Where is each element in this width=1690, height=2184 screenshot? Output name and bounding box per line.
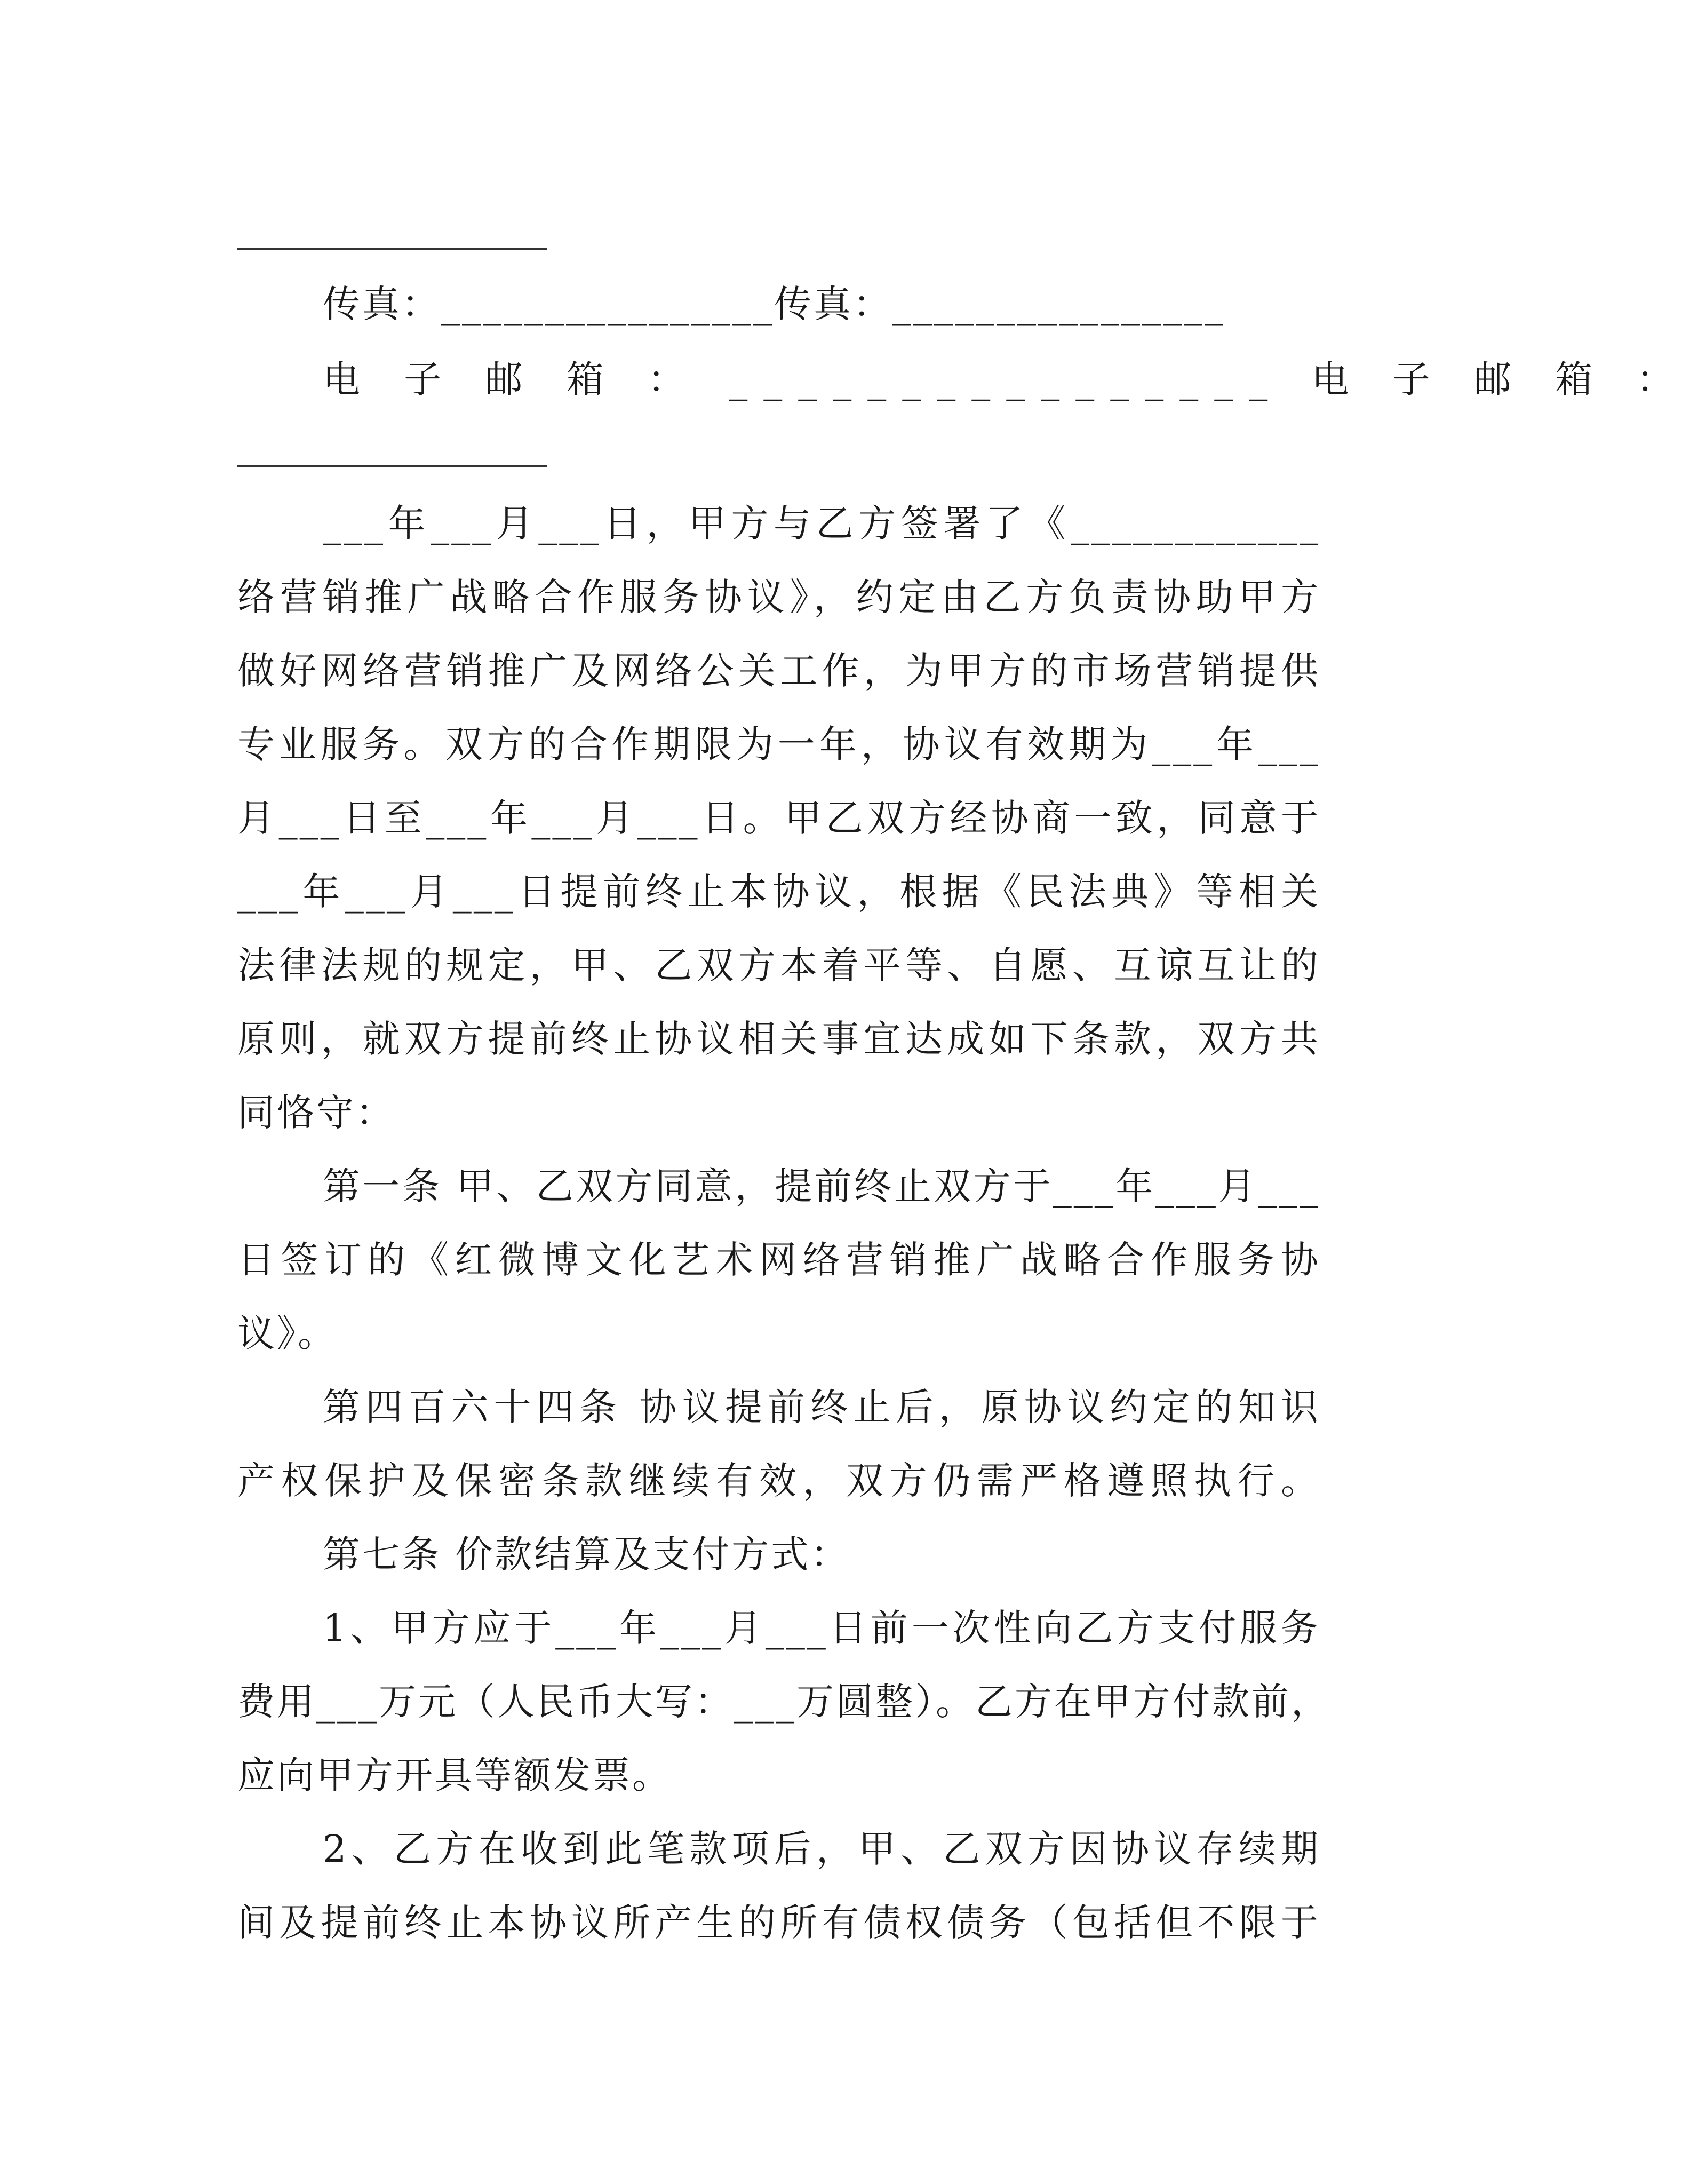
clause-1-line: 应向甲方开具等额发票。: [237, 1753, 672, 1797]
blank-rule: [237, 465, 547, 467]
clause-1-line: 费用___万元（人民币大写：___万圆整）。乙方在甲方付款前，: [237, 1680, 1330, 1724]
clause-1-line: 1、甲方应于___年___月___日前一次性向乙方支付服务: [323, 1606, 1320, 1650]
clause-2-line: 间及提前终止本协议所产生的所有债权债务（包括但不限于: [237, 1901, 1320, 1944]
article-1-line: 议》。: [237, 1312, 337, 1355]
paragraph-line: 同恪守：: [237, 1091, 395, 1134]
fax-line: 传真：________________传真：________________: [323, 282, 1225, 326]
paragraph-line: 专业服务。双方的合作期限为一年，协议有效期为___年___: [237, 722, 1320, 766]
paragraph-line: 做好网络营销推广及网络公关工作，为甲方的市场营销提供: [237, 649, 1320, 693]
article-7-heading: 第七条 价款结算及支付方式：: [323, 1532, 850, 1576]
article-1-line: 日签订的《红微博文化艺术网络营销推广战略合作服务协: [237, 1238, 1320, 1282]
blank-rule: [237, 248, 547, 250]
clause-2-line: 2、乙方在收到此笔款项后，甲、乙双方因协议存续期: [323, 1827, 1320, 1871]
paragraph-line: 法律法规的规定，甲、乙双方本着平等、自愿、互谅互让的: [237, 943, 1320, 987]
article-1-line: 第一条 甲、乙双方同意，提前终止双方于___年___月___: [323, 1164, 1320, 1208]
article-464-line: 第四百六十四条 协议提前终止后，原协议约定的知识: [323, 1385, 1320, 1429]
paragraph-line: ___年___月___日提前终止本协议，根据《民法典》等相关: [237, 870, 1320, 914]
paragraph-line: ___年___月___日，甲方与乙方签署了《____________: [323, 502, 1320, 545]
paragraph-line: 月___日至___年___月___日。甲乙双方经协商一致，同意于: [237, 796, 1320, 840]
email-line: 电 子 邮 箱 ： ________________ 电 子 邮 箱 ：: [323, 358, 1690, 401]
article-464-line: 产权保护及保密条款继续有效，双方仍需严格遵照执行。: [237, 1459, 1320, 1503]
paragraph-line: 原则，就双方提前终止协议相关事宜达成如下条款，双方共: [237, 1017, 1320, 1061]
paragraph-line: 络营销推广战略合作服务协议》，约定由乙方负责协助甲方: [237, 575, 1320, 619]
